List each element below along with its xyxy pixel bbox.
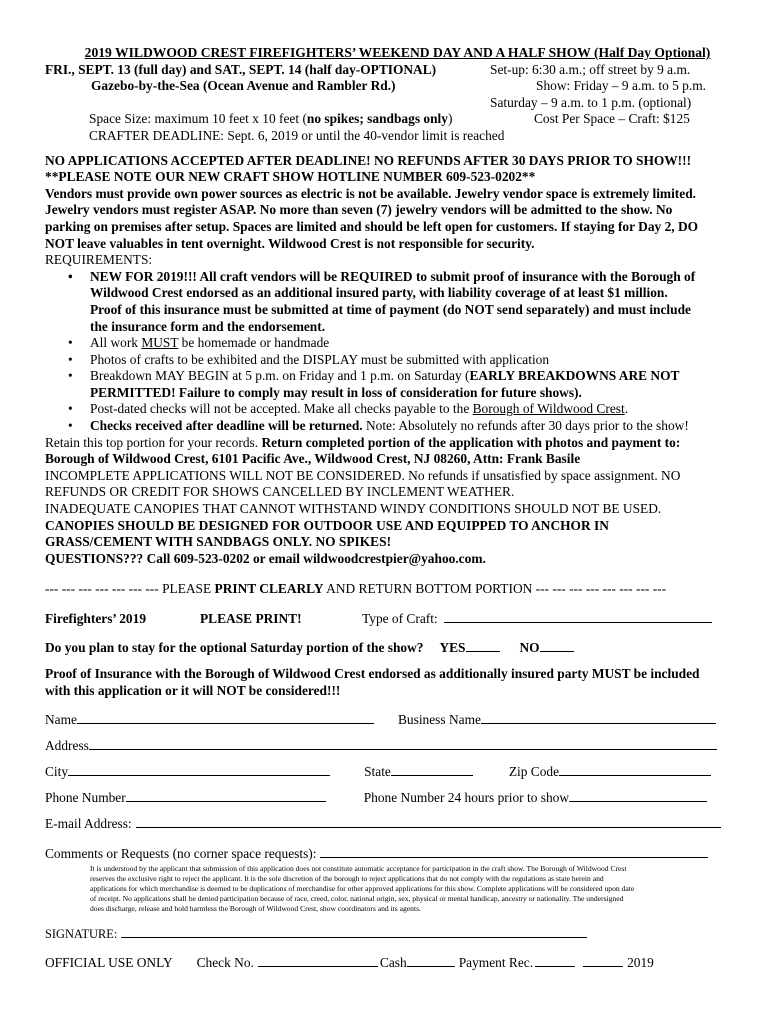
city-field[interactable] xyxy=(68,763,330,776)
phone24-label: Phone Number 24 hours prior to show xyxy=(363,790,570,806)
canopy-design-1: CANOPIES SHOULD BE DESIGNED FOR OUTDOOR USE AND EQUIPPED TO ANCHOR IN xyxy=(45,517,609,533)
city-label: City xyxy=(45,764,69,780)
yes-field[interactable] xyxy=(466,639,500,652)
header-row-3 xyxy=(45,95,730,112)
fine-print: It is understood by the applicant that submission of this application does not constitute automatic acceptance for participation in the craft show. The Borough of Wildwood Crest reserves the exclusive right to reject the applicant. It is the sole discretion of the borough to reject applications that do not comply with the regulations as state herein and applications for which merchandise is deemed to be duplications of merchandise for other approved applications for this show. Complete applications will be considered upon date of receipt. No applications shall be denied participation because of race, creed, color, national origin, sex, physical or mental handicap, ancestry or nationality. The undersigned does discharge, release and hold harmless the Borough of Wildwood Crest, show coordinators and its agents. xyxy=(90,864,635,914)
vendors-notice-3: parking on premises after setup. Spaces are limited and should be left open for customers. If staying for Day 2, DO xyxy=(45,218,699,234)
show-dates: FRI., SEPT. 13 (full day) and SAT., SEPT. 14 (half day-OPTIONAL) xyxy=(45,61,437,77)
requirement-breakdown: • Breakdown MAY BEGIN at 5 p.m. on Friday and 1 p.m. on Saturday (EARLY BREAKDOWNS ARE NOT PERMITTED! Failure to comply may result in loss of consideration for future shows). xyxy=(90,368,730,401)
space-size: Space Size: maximum 10 feet x 10 feet (no spikes; sandbags only) xyxy=(89,111,453,127)
saturday-question-row xyxy=(45,639,730,656)
refund-notice: REFUNDS OR CREDIT FOR SHOWS CANCELLED BY INCLEMENT WEATHER. xyxy=(45,484,515,500)
requirements-list xyxy=(45,269,730,435)
document-title: 2019 WILDWOOD CREST FIREFIGHTERS’ WEEKEND DAY AND A HALF SHOW (Half Day Optional) xyxy=(84,45,711,60)
address-label: Address xyxy=(45,738,89,754)
please-print-label: PLEASE PRINT! xyxy=(200,611,302,626)
requirement-homemade: • All work MUST be homemade or handmade xyxy=(90,335,730,352)
check-no-field[interactable] xyxy=(258,954,378,967)
name-label: Name xyxy=(45,712,77,728)
saturday-hours: Saturday – 9 a.m. to 1 p.m. (optional) xyxy=(490,94,692,110)
phone-field[interactable] xyxy=(126,789,326,802)
business-name-field[interactable] xyxy=(481,711,716,724)
show-hours: Show: Friday – 9 a.m. to 5 p.m. xyxy=(536,78,706,94)
comments-row xyxy=(45,845,730,862)
signature-field[interactable] xyxy=(121,925,587,938)
craft-type-label: Type of Craft: xyxy=(362,611,438,626)
business-name-label: Business Name xyxy=(397,712,481,728)
retain-notice: Retain this top portion for your records. Return completed portion of the application with photos and payment to: xyxy=(45,434,681,450)
no-label: NO xyxy=(519,640,540,655)
check-no-label: Check No. xyxy=(196,955,254,971)
phone24-field[interactable] xyxy=(569,789,707,802)
canopy-notice: INADEQUATE CANOPIES THAT CANNOT WITHSTAND WINDY CONDITIONS SHOULD NOT BE USED. xyxy=(45,501,662,517)
requirement-insurance: • NEW FOR 2019!!! All craft vendors will be REQUIRED to submit proof of insurance with the Borough of Wildwood Crest endorsed as an additional insured party, with liability coverage of at least $1 million. Proof of this insurance must be submitted at time of payment (do NOT send separately) and must include the insurance form and the endorsement. xyxy=(90,269,730,335)
name-field[interactable] xyxy=(77,711,374,724)
zip-label: Zip Code xyxy=(508,764,560,780)
insurance-required-1: Proof of Insurance with the Borough of Wildwood Crest endorsed as additionally insured party MUST be included xyxy=(45,666,700,681)
crafter-deadline: CRAFTER DEADLINE: Sept. 6, 2019 or until the 40-vendor limit is reached xyxy=(89,127,505,143)
craft-type-field[interactable] xyxy=(444,610,712,623)
requirement-deadline-checks: • Checks received after deadline will be returned. Note: Absolutely no refunds after 30 days prior to the show! xyxy=(90,418,730,435)
official-use-row xyxy=(45,954,730,971)
vendors-notice-1: Vendors must provide own power sources as electric is not be available. Jewelry vendor space is extremely limited. xyxy=(45,185,696,201)
canopy-design-2: GRASS/CEMENT WITH SANDBAGS ONLY. NO SPIKES! xyxy=(45,534,392,550)
application-document xyxy=(45,45,730,971)
cost-per-space: Cost Per Space – Craft: $125 xyxy=(534,111,690,127)
firefighters-label: Firefighters’ 2019 xyxy=(45,611,147,626)
requirement-checks: • Post-dated checks will not be accepted. Make all checks payable to the Borough of Wildwood Crest. xyxy=(90,401,730,418)
payment-rec-field[interactable] xyxy=(535,954,575,967)
phone-row xyxy=(45,789,730,806)
cut-separator: --- --- --- --- --- --- --- PLEASE PRINT CLEARLY AND RETURN BOTTOM PORTION --- --- --- --- --- --- --- --- xyxy=(45,581,667,597)
header-row-1 xyxy=(45,62,730,79)
cash-label: Cash xyxy=(379,955,407,971)
email-field[interactable] xyxy=(136,815,721,828)
email-label: E-mail Address: xyxy=(45,816,132,832)
header-row-2 xyxy=(45,78,730,95)
signature-label: SIGNATURE: xyxy=(45,927,118,942)
vendors-notice-4: NOT leave valuables in tent overnight. Wildwood Crest is not responsible for security. xyxy=(45,235,535,251)
year-label: 2019 xyxy=(627,955,654,971)
hotline-notice: **PLEASE NOTE OUR NEW CRAFT SHOW HOTLINE NUMBER 609-523-0202** xyxy=(45,169,536,185)
name-row xyxy=(45,711,730,728)
no-field[interactable] xyxy=(540,639,574,652)
address-row xyxy=(45,737,730,754)
mailing-address: Borough of Wildwood Crest, 6101 Pacific Ave., Wildwood Crest, NJ 08260, Attn: Frank Basile xyxy=(45,451,581,467)
state-field[interactable] xyxy=(391,763,473,776)
phone-label: Phone Number xyxy=(45,790,126,806)
no-applications-notice: NO APPLICATIONS ACCEPTED AFTER DEADLINE! NO REFUNDS AFTER 30 DAYS PRIOR TO SHOW!!! xyxy=(45,152,692,168)
city-row xyxy=(45,763,730,780)
comments-field[interactable] xyxy=(320,845,708,858)
saturday-question: Do you plan to stay for the optional Saturday portion of the show? xyxy=(45,640,424,655)
email-row xyxy=(45,815,730,832)
insurance-required-2: with this application or it will NOT be considered!!! xyxy=(45,682,341,698)
questions-contact: QUESTIONS??? Call 609-523-0202 or email wildwoodcrestpier@yahoo.com. xyxy=(45,550,486,566)
header-row-4 xyxy=(45,111,730,128)
payment-rec-label: Payment Rec. xyxy=(458,955,534,971)
vendors-notice-2: Jewelry vendors must register ASAP. No more than seven (7) jewelry vendors will be admitted to the show. No xyxy=(45,202,673,218)
state-label: State xyxy=(364,764,391,780)
yes-label: YES xyxy=(439,640,466,655)
requirements-label: REQUIREMENTS: xyxy=(45,252,153,268)
payment-date-field[interactable] xyxy=(583,954,623,967)
comments-label: Comments or Requests (no corner space requests): xyxy=(45,846,317,862)
cash-field[interactable] xyxy=(407,954,455,967)
official-use-label: OFFICIAL USE ONLY xyxy=(45,955,173,971)
craft-type-row xyxy=(45,610,730,627)
signature-row xyxy=(45,925,730,942)
address-field[interactable] xyxy=(89,737,717,750)
requirement-photos: • Photos of crafts to be exhibited and the DISPLAY must be submitted with application xyxy=(90,352,730,369)
show-location: Gazebo-by-the-Sea (Ocean Avenue and Rambler Rd.) xyxy=(91,78,396,94)
setup-time: Set-up: 6:30 a.m.; off street by 9 a.m. xyxy=(490,61,691,77)
zip-field[interactable] xyxy=(559,763,711,776)
incomplete-notice: INCOMPLETE APPLICATIONS WILL NOT BE CONSIDERED. No refunds if unsatisfied by space assignment. NO xyxy=(45,467,681,483)
